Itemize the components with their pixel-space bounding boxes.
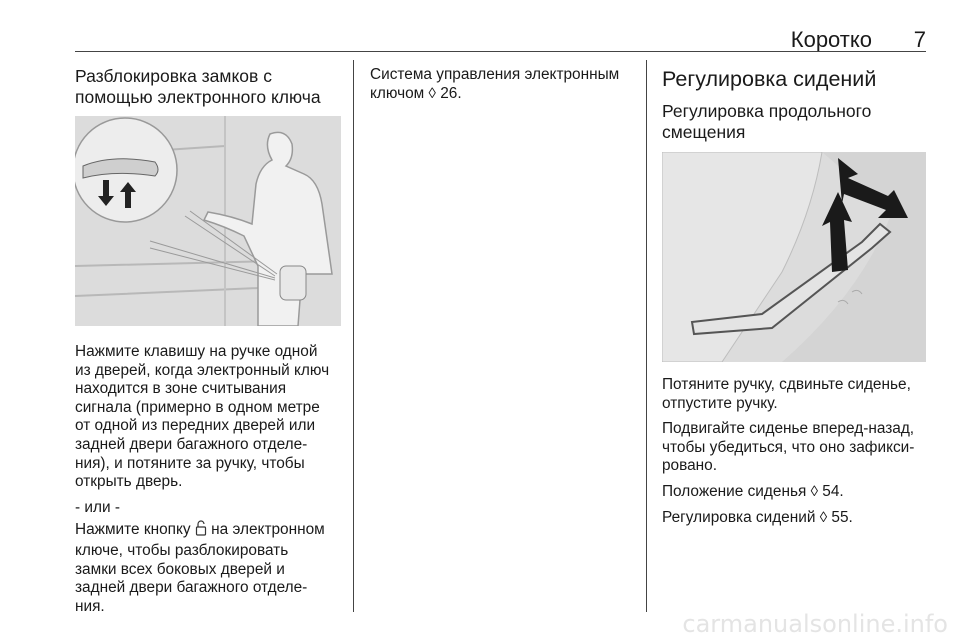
text-line: Система управления электронным [370,66,620,83]
page-reference[interactable]: 55. [831,508,853,526]
page-title: Коротко [790,27,872,52]
seat-adjust-drawing [662,152,926,362]
cross-reference-icon: ◊ [819,508,828,526]
cross-reference-icon: ◊ [428,84,436,102]
page-reference[interactable]: 26. [440,84,462,102]
text-line: отпустите ручку. [662,394,778,412]
door-unlock-illustration [75,116,341,326]
column-right [662,66,932,143]
text-line: ния), и потяните за ручку, чтобы [75,454,305,472]
door-unlock-drawing [75,116,341,326]
text-line [370,85,640,104]
text-line: Подвигайте сиденье вперед-назад, [662,420,915,438]
text-span: Нажмите кнопку [75,521,191,539]
watermark: carmanualsonline.info [682,610,948,638]
instruction-paragraph [75,343,345,492]
column-left [75,66,343,107]
text-line: чтобы убедиться, что оно зафикси- [662,438,915,456]
text-line: сигнала (примерно в одном метре [75,398,320,416]
text-line: задней двери багажного отделе- [75,435,308,453]
column-divider [353,60,354,612]
text-line: Нажмите клавишу на ручке одной [75,343,318,360]
text-line: открыть дверь. [75,473,183,491]
section-heading: Регулировка сидений [662,67,877,91]
text-line: задней двери багажного отделе- [75,579,308,597]
text-line: из дверей, когда электронный ключ [75,361,330,379]
header-divider [75,51,926,52]
text-span: Положение сиденья [662,482,807,500]
instruction-paragraph [662,420,932,476]
text-line [662,483,932,502]
instruction-paragraph [75,520,345,616]
section-heading [75,66,343,107]
column-middle [370,66,640,103]
text-line: находится в зоне считывания [75,380,287,398]
page-number: 7 [913,27,926,52]
subsection-heading [662,101,932,143]
text-line: ровано. [662,457,718,475]
text-line: Потяните ручку, сдвиньте сиденье, [662,376,911,393]
subsection-heading-line: смещения [662,122,746,142]
column-right-text [662,376,932,527]
column-left-text [75,343,345,616]
text-span: на электронном [211,521,325,539]
section-heading-line: Разблокировка замков с [75,66,272,86]
unlock-icon [195,520,207,542]
instruction-paragraph [662,376,932,413]
column-divider [646,60,647,612]
text-line [662,509,932,528]
text-line [75,520,345,542]
text-line: замки всех боковых дверей и [75,560,285,578]
text-span: ключом [370,84,425,102]
text-line: ния. [75,597,105,615]
page-reference[interactable]: 54. [822,482,844,500]
text-span: Регулировка сидений [662,508,816,526]
seat-adjust-illustration [662,152,926,362]
or-separator: - или - [75,498,120,516]
text-line: ключе, чтобы разблокировать [75,541,289,559]
cross-reference-icon: ◊ [810,482,818,500]
subsection-heading-line: Регулировка продольного [662,101,872,121]
section-heading-line: помощью электронного ключа [75,86,321,107]
text-line: от одной из передних дверей или [75,417,316,435]
